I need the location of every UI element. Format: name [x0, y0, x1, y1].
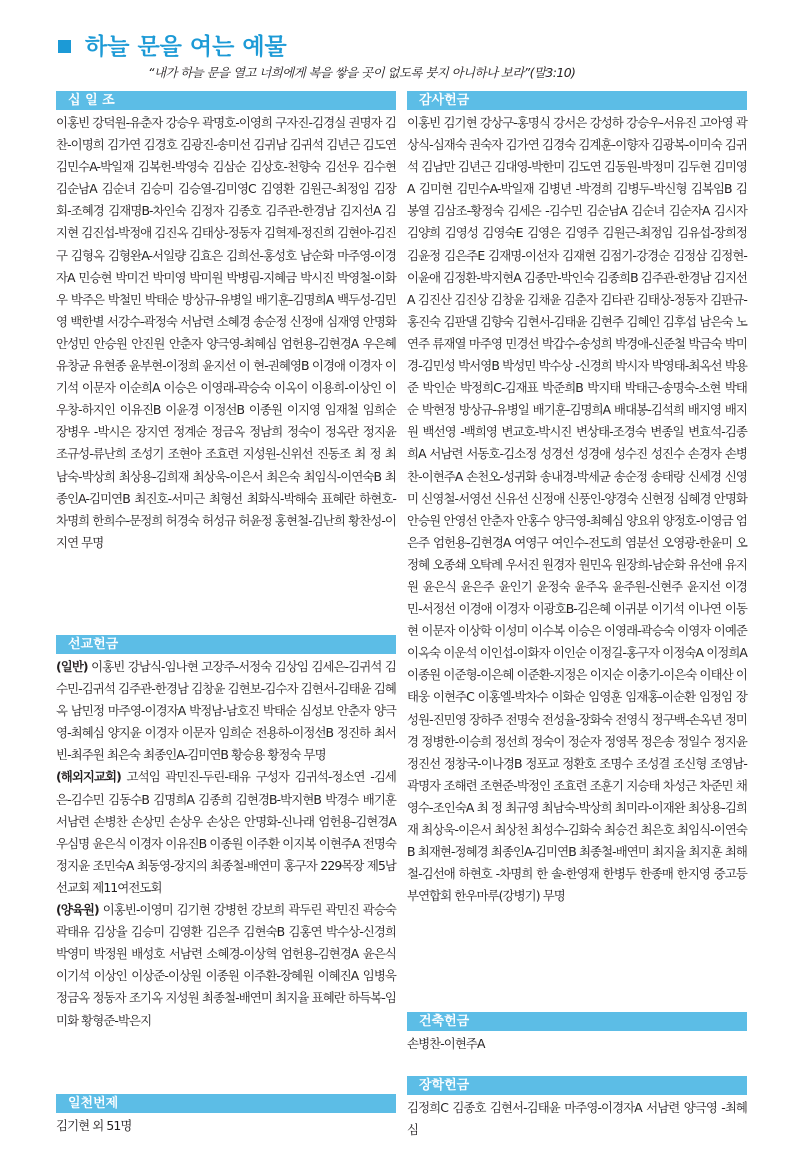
mission-overseas-label: (해외지교회)	[56, 769, 121, 785]
tithe-names: 이홍빈 강덕원-유춘자 강승우 곽명호-이영희 구자진-김경실 권명자 김 찬-이명희 김가연 김경호 김광진-송미선 김귀남 김귀석 김년근 김도연 김민수A-박일재 김복헌-박영숙 김삼순 김상호-천향숙 김선우 김수현 김순남A 김순녀 김승미 김승열-김미영C 김영환 김원근-최정임 김장회-조혜경 김재명B-차인숙 김정자 김종호 김주관-한경남 김지선A 김지현 김진섭-박정애 김진옥 김태상-정동자 김혁제-정진희 김현아-김진구 김형옥 김형완A-서일량 김효은 김희선-홍성호 남순화 마주영-이경자A 민승현 박미건 박미영 박미원 박병림-지혜금 박시진 박영철-이화우 박주은 박철민 박태순 방상규-유병일 배기훈-김명희A 백두성-김민영 백한별 서강수-곽정숙 서남련 소혜경 송순정 신정애 심재영 안명화 안성민 안승원 안진원 안춘자 양극영-최혜심 엄헌용-김현경A 우은혜 유창균 유현종 윤부현-이정희 윤지선 이 현-권혜영B 이경애 이경자 이기석 이문자 이순희A 이승은 이영래-곽승숙 이옥이 이용희-이상인 이우창-하지인 이유진B 이윤경 이정선B 이종원 이지영 임재철 임희순 장병우 -박시은 장지연 정계순 정금옥 정남희 정숙이 정옥란 정지윤 조규성-류난희 조성기 조현아 조효련 지성원-신위선 진동조 최 정 최남숙-박상희 최상용-김희재 최상욱-이은서 최은숙 최임식-이연숙B 최종인A-김미연B 최진호-서미근 최형선 최화식-박해숙 표혜란 하현호-차명희 한희수-문정희 허경숙 허성규 허윤정 홍현철-김난희 황찬성-이지연 무명	[56, 115, 396, 550]
mission-nurture-names: 이홍빈-이영미 김기현 강병헌 강보희 곽두린 곽민진 곽승숙 곽태유 김상율 김승미 김영환 김은주 김현숙B 김홍연 박수상-신경희 박영미 박정원 배성호 서남련 소혜경-이상혁 엄헌용-김현경A 윤은식 이기석 이상인 이상준-이상원 이종원 이주환-장혜원 이혜진A 임병욱 정금옥 정동자 조기옥 지성원 최종철-배연미 최지율 표혜란 하득복-임미화 황형준-박은지	[56, 902, 396, 1028]
mission-overseas-group	[56, 766, 396, 899]
thanks-section	[407, 91, 747, 907]
tithe-heading: 십 일 조	[56, 91, 396, 110]
scholarship-heading: 장학헌금	[407, 1076, 747, 1095]
thanks-heading: 감사헌금	[407, 91, 747, 110]
page-title: 하늘 문을 여는 예물	[85, 34, 287, 60]
burnt-offering-heading: 일천번제	[56, 1094, 396, 1113]
page-title-row	[58, 28, 287, 61]
building-names: 손병찬-이현주A	[407, 1036, 485, 1051]
bible-verse: “내가 하늘 문을 열고 너희에게 복을 쌓을 곳이 없도록 붓지 아니하나 보라”(말3:10)	[148, 65, 576, 80]
scholarship-names: 김정희C 김종호 김현서-김태윤 마주영-이경자A 서남련 양극영 -최혜심	[407, 1100, 747, 1138]
mission-overseas-names: 고석임 곽민진-두린-태유 구성자 김귀석-정소연 -김세은-김수민 김동수B 김명희A 김종희 김현경B-박지현B 박경수 배기훈 서남련 손병찬 손상민 손상우 손상은 안명화-신나래 엄헌용-김현경A 우심명 윤은식 이경자 이유진B 이종원 이주환 이지복 이현주A 전명숙 정지윤 조민숙A 최동영-장지의 최종철-배연미 홍구자 229목장 제5남선교회 제11여전도회	[56, 769, 396, 895]
burnt-offering-section	[56, 1094, 396, 1137]
mission-section	[56, 635, 396, 1032]
mission-general-label: (일반)	[56, 659, 88, 674]
square-bullet-icon	[58, 40, 71, 53]
mission-nurture-label: (양육원)	[56, 902, 99, 918]
mission-heading: 선교헌금	[56, 635, 396, 654]
mission-general-names: 이홍빈 강남식-임나현 고장주-서정숙 김상임 김세은-김귀석 김수민-김귀석 김주관-한경남 김창윤 김현보-김수자 김현서-김태윤 김혜옥 남민정 마주영-이경자A 박정남-남호진 박태순 심성보 안춘자 양극영-최혜심 양지윤 이경자 이문자 임희순 전용하-이정선B 정진하 최서빈-최주원 최은숙 최종인A-김미연B 황승용 황정숙 무명	[56, 659, 396, 763]
mission-nurture-group	[56, 899, 396, 1032]
tithe-section	[56, 91, 396, 554]
burnt-offering-names: 김기현 외 51명	[56, 1118, 132, 1133]
thanks-names: 이홍빈 김기현 강상구-홍명식 강서은 강성하 강승우-서유진 고아영 곽상식-심재숙 권숙자 김가연 김경숙 김계훈-이향자 김광복-이미숙 김귀석 김남만 김년근 김대영-박한미 김도연 김동원-박정미 김두현 김미영A 김미현 김민수A-박일재 김병년 -박경희 김병두-박신형 김복임B 김봉열 김삼조-황정숙 김세은 -김수민 김순남A 김순녀 김순자A 김시자 김양희 김영성 김영숙E 김영은 김영주 김원근-최정임 김유섭-장희정 김윤정 김은주E 김재명-이선자 김재현 김점기-강경순 김정삼 김정현-이윤애 김정환-박지현A 김종만-박인숙 김종희B 김주관-한경남 김지선A 김진산 김진상 김창윤 김채윤 김춘자 김타관 김태상-정동자 김판규-홍진숙 김판댈 김향숙 김현서-김태윤 김현주 김혜인 김후섭 남은숙 노연주 류재열 마주영 민경선 박갑수-송성희 박경애-신준철 박금숙 박미경-김민성 박서영B 박성민 박수상 -신경희 박시자 박영태-최옥선 박용준 박인순 박정희C-김재표 박준희B 박지태 박태근-송명숙-소현 박태순 박현정 방상규-유병일 배기훈-김명희A 배대봉-김석희 배지영 배지원 백선영 -백희영 변교호-박시진 변상태-조경숙 변종일 변효석-김종희A 서남련 서동호-김소정 성경선 성경애 성수진 성진수 손경자 손병찬-이현주A 손천오-성귀화 송내경-박세균 송순정 송태랑 신세경 신영미 신영철-서영선 신유선 신정애 신풍인-양경숙 신현정 심혜경 안명화 안승원 안영선 안춘자 안홍수 양극영-최혜심 양요위 양정호-이영금 엄은주 엄헌용-김현경A 여영구 여인수-전도희 염분선 오영광-한윤미 오정혜 오종쇄 오탁례 우서진 원경자 원민옥 원장희-남순화 유선애 유지원 윤은식 윤은주 윤인기 윤정숙 윤주옥 윤주원-신현주 윤지선 이경민-서정선 이경애 이경자 이광호B-김은혜 이귀분 이기석 이나연 이동현 이문자 이상학 이성미 이수복 이승은 이영래-곽승숙 이영자 이예준 이옥숙 이운석 이인섭-이화자 이인순 이정길-홍구자 이정숙A 이정희A 이종원 이준형-이은혜 이준환-지정은 이지순 이충기-이은숙 이태산 이태웅 이현주C 이홍엘-박차수 이화순 임영훈 임재홍-이순환 임정임 장성원-진민영 장하주 전명숙 전성율-장화숙 전영식 정구백-손옥년 정미경 정병한-이승희 정선희 정숙이 정순자 정영목 정은송 정일수 정지윤 정진선 정창국-이나경B 정포교 정환호 조명수 조성결 조신형 조영남-곽명자 조해련 조현준-박정인 조효련 조훈기 지승태 차성근 차준민 채영수-조인숙A 최 정 최규영 최남숙-박상희 최미라-이재완 최상용-김희재 최상욱-이은서 최상천 최성수-김화숙 최승건 최은호 최임식-이연숙B 최재현-정혜경 최종인A-김미연B 최종철-배연미 최지율 최지훈 최해철-김선애 하현호 -차명희 한 솔-한영재 한병두 한종매 한지영 중고등부연합회 한우마루(강병기) 무명	[407, 115, 747, 904]
building-section	[407, 1012, 747, 1055]
scholarship-section	[407, 1076, 747, 1141]
mission-general-group	[56, 656, 396, 766]
building-heading: 건축헌금	[407, 1012, 747, 1031]
